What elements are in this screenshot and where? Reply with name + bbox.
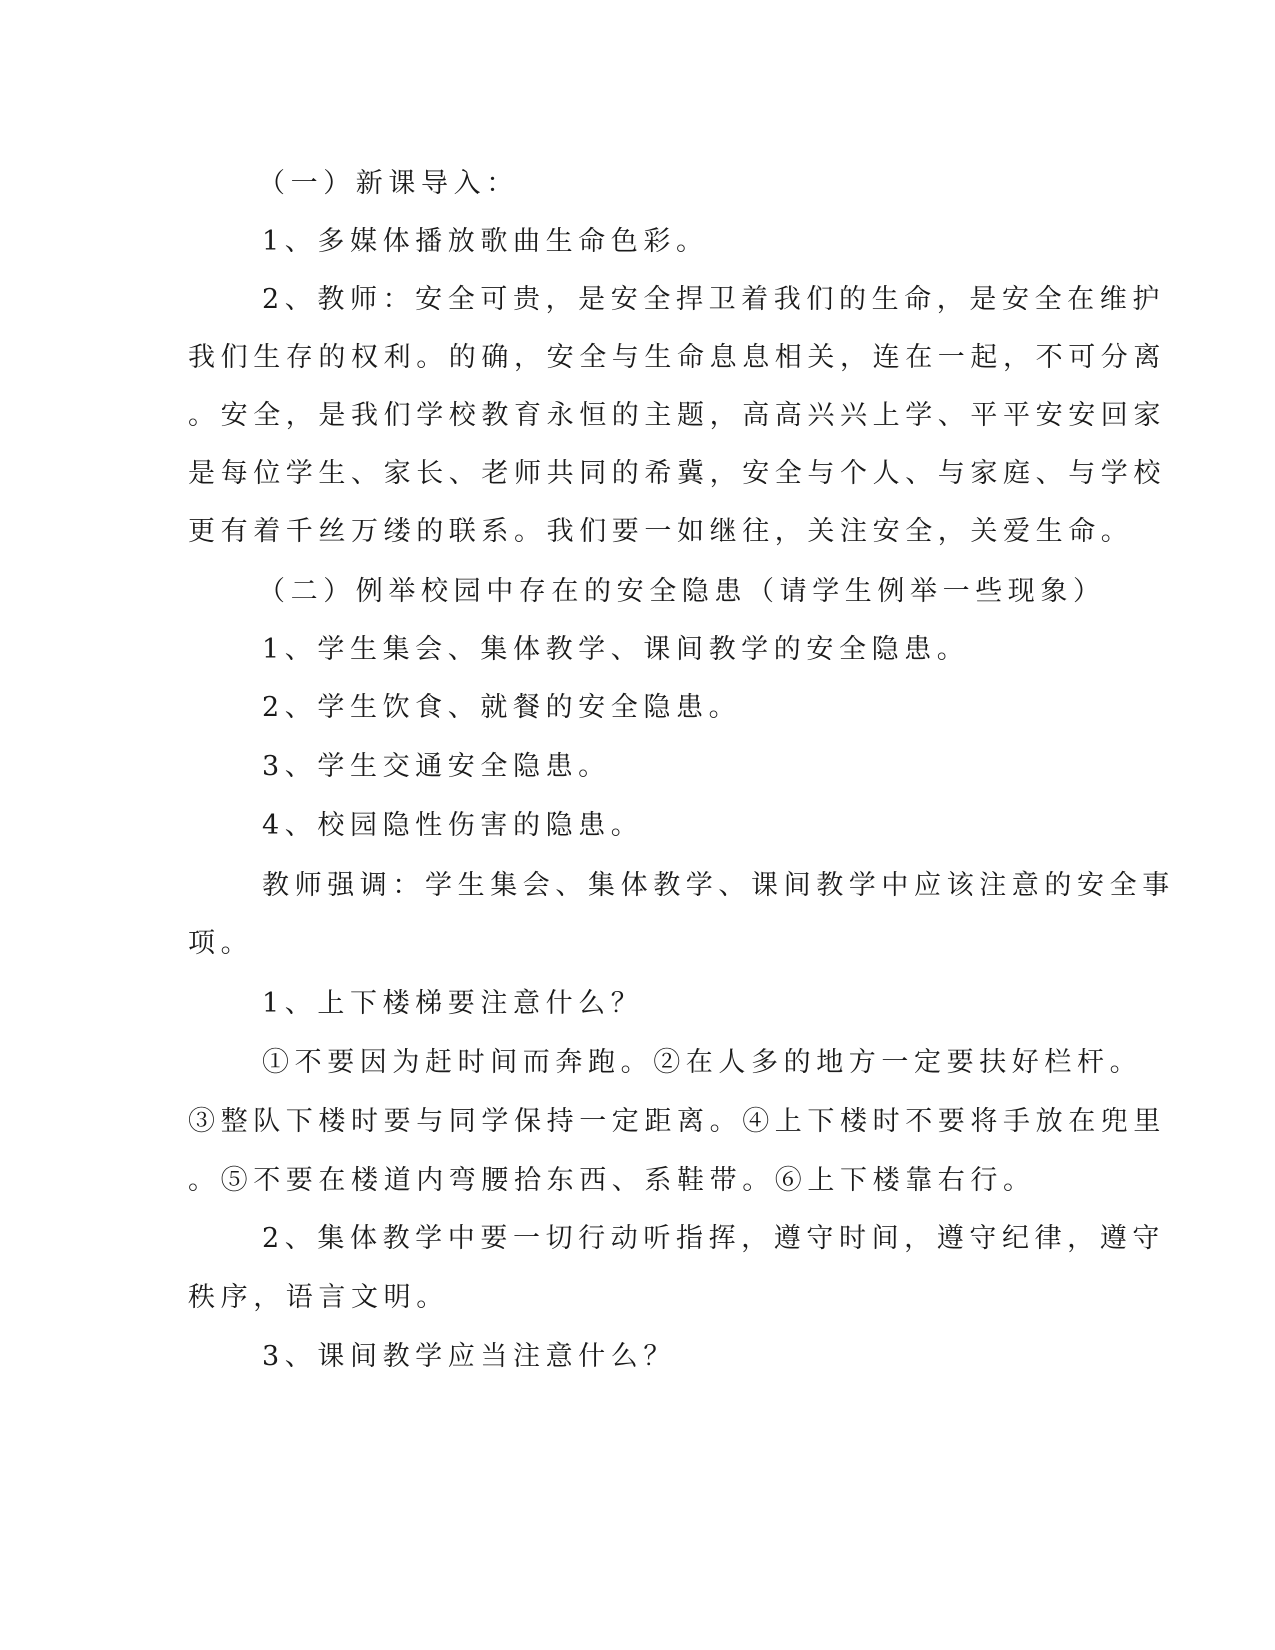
paragraph-line: 更有着千丝万缕的联系。我们要一如继往，关注安全，关爱生命。 — [188, 516, 1134, 547]
list-item: 2、学生饮食、就餐的安全隐患。 — [262, 692, 742, 723]
paragraph-line: 1、多媒体播放歌曲生命色彩。 — [262, 226, 709, 257]
paragraph-line: 我们生存的权利。的确，安全与生命息息相关，连在一起，不可分离 — [188, 342, 1166, 373]
paragraph-line: 。⑤不要在楼道内弯腰拾东西、系鞋带。⑥上下楼靠右行。 — [188, 1165, 1036, 1196]
paragraph-line: 秩序，语言文明。 — [188, 1282, 449, 1313]
paragraph-line: 教师强调：学生集会、集体教学、课间教学中应该注意的安全事 — [262, 870, 1175, 901]
list-item: 4、校园隐性伤害的隐患。 — [262, 810, 644, 841]
list-item: 2、集体教学中要一切行动听指挥，遵守时间，遵守纪律，遵守 — [262, 1223, 1165, 1254]
paragraph-line: 是每位学生、家长、老师共同的希冀，安全与个人、与家庭、与学校 — [188, 458, 1166, 489]
paragraph-line: 2、教师：安全可贵，是安全捍卫着我们的生命，是安全在维护 — [262, 284, 1165, 315]
paragraph-line: ①不要因为赶时间而奔跑。②在人多的地方一定要扶好栏杆。 — [262, 1047, 1143, 1078]
list-item: 1、上下楼梯要注意什么？ — [262, 988, 644, 1019]
paragraph-line: ③整队下楼时要与同学保持一定距离。④上下楼时不要将手放在兜里 — [188, 1106, 1166, 1137]
section-heading-1: （一）新课导入： — [258, 168, 519, 199]
list-item: 3、学生交通安全隐患。 — [262, 751, 611, 782]
paragraph-line: 。安全，是我们学校教育永恒的主题，高高兴兴上学、平平安安回家 — [188, 400, 1166, 431]
list-item: 1、学生集会、集体教学、课间教学的安全隐患。 — [262, 634, 970, 665]
list-item: 3、课间教学应当注意什么？ — [262, 1341, 676, 1372]
section-heading-2: （二）例举校园中存在的安全隐患（请学生例举一些现象） — [258, 576, 1106, 607]
paragraph-line: 项。 — [188, 928, 254, 959]
